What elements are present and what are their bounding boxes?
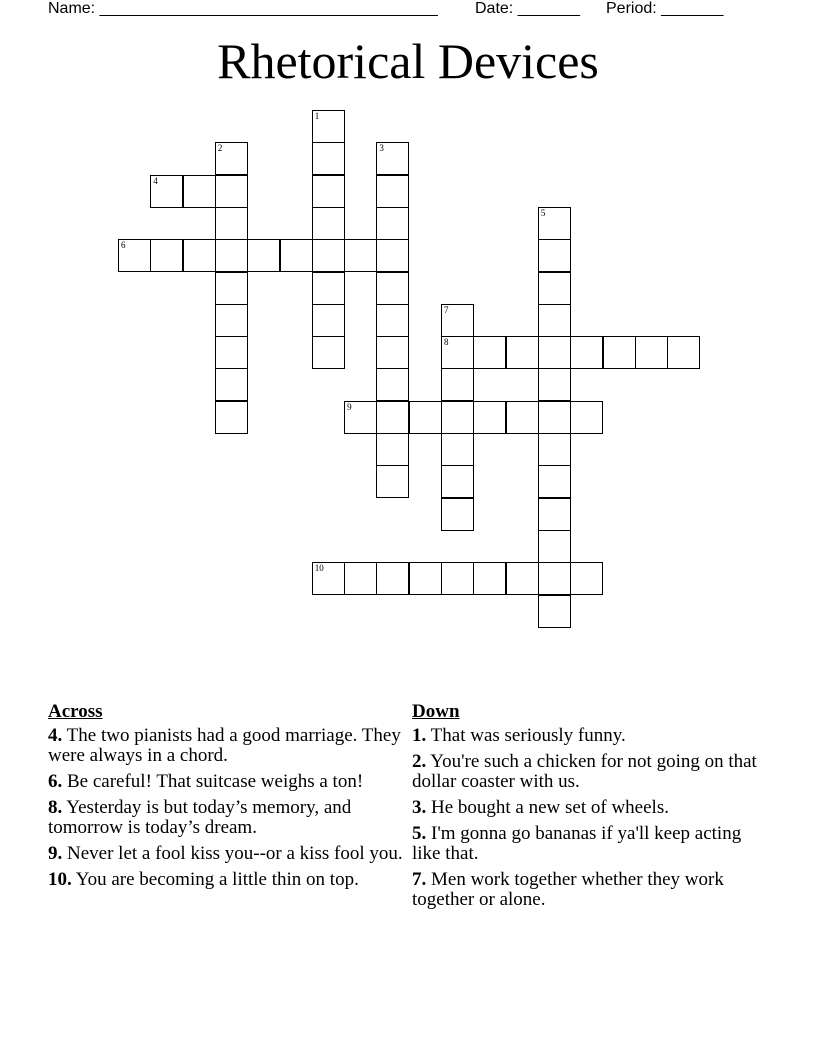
crossword-cell[interactable] bbox=[506, 336, 539, 369]
crossword-cell[interactable] bbox=[506, 562, 539, 595]
crossword-cell[interactable] bbox=[215, 401, 248, 434]
down-clue-1: 1. That was seriously funny. bbox=[412, 725, 626, 746]
crossword-cell[interactable] bbox=[538, 239, 571, 272]
crossword-cell[interactable] bbox=[538, 465, 571, 498]
crossword-cell[interactable] bbox=[376, 336, 409, 369]
across-clue-10: 10. You are becoming a little thin on top. bbox=[48, 869, 359, 890]
crossword-cell[interactable] bbox=[312, 175, 345, 208]
across-clue-4: 4. The two pianists had a good marriage. They were always in a chord. bbox=[48, 725, 401, 766]
clue-number: 1 bbox=[314, 111, 320, 121]
crossword-cell[interactable] bbox=[441, 401, 474, 434]
crossword-cell[interactable] bbox=[376, 304, 409, 337]
clue-number: 5 bbox=[540, 207, 546, 218]
crossword-cell[interactable] bbox=[215, 142, 248, 175]
crossword-cell[interactable] bbox=[215, 368, 248, 401]
across-clues bbox=[48, 702, 408, 896]
crossword-cell[interactable] bbox=[538, 304, 571, 337]
crossword-cell[interactable] bbox=[441, 368, 474, 401]
crossword-cell[interactable] bbox=[215, 239, 248, 272]
crossword-cell[interactable] bbox=[183, 175, 216, 208]
crossword-cell[interactable] bbox=[538, 336, 571, 369]
crossword-cell[interactable] bbox=[441, 465, 474, 498]
crossword-cell[interactable] bbox=[635, 336, 668, 369]
crossword-cell[interactable] bbox=[183, 239, 216, 272]
clue-number: 3 bbox=[379, 143, 384, 154]
header bbox=[48, 0, 768, 20]
crossword-cell[interactable] bbox=[441, 498, 474, 531]
crossword-cell[interactable] bbox=[312, 304, 345, 337]
crossword-cell[interactable] bbox=[376, 465, 409, 498]
crossword-cell[interactable] bbox=[312, 142, 345, 175]
crossword-cell[interactable] bbox=[603, 336, 636, 369]
crossword-cell[interactable] bbox=[441, 433, 474, 466]
crossword-cell[interactable] bbox=[409, 562, 442, 595]
crossword-cell[interactable] bbox=[538, 562, 571, 595]
crossword-cell[interactable] bbox=[376, 433, 409, 466]
crossword-cell[interactable] bbox=[376, 401, 409, 434]
name-field-label[interactable]: Name: ______________________________________ bbox=[48, 0, 438, 17]
crossword-cell[interactable] bbox=[312, 562, 345, 595]
crossword-cell[interactable] bbox=[376, 239, 409, 272]
crossword-cell[interactable] bbox=[312, 207, 345, 240]
crossword-cell[interactable] bbox=[312, 336, 345, 369]
crossword-cell[interactable] bbox=[247, 239, 280, 272]
crossword-cell[interactable] bbox=[312, 239, 345, 272]
clue-number: 10 bbox=[314, 563, 324, 574]
crossword-cell[interactable] bbox=[376, 207, 409, 240]
crossword-cell[interactable] bbox=[667, 336, 700, 369]
crossword-cell[interactable] bbox=[344, 239, 377, 272]
crossword-cell[interactable] bbox=[473, 401, 506, 434]
down-clue-3: 3. He bought a new set of wheels. bbox=[412, 797, 669, 818]
crossword-cell[interactable] bbox=[473, 336, 506, 369]
across-clue-8: 8. Yesterday is but today’s memory, and tomorrow is today’s dream. bbox=[48, 797, 352, 838]
across-heading: Across bbox=[48, 701, 103, 722]
clue-number: 6 bbox=[121, 240, 126, 251]
crossword-cell[interactable] bbox=[215, 207, 248, 240]
crossword-cell[interactable] bbox=[570, 401, 603, 434]
crossword-cell[interactable] bbox=[473, 562, 506, 595]
crossword-cell[interactable] bbox=[538, 498, 571, 531]
crossword-cell[interactable] bbox=[538, 401, 571, 434]
down-clue-7: 7. Men work together whether they work together or alone. bbox=[412, 869, 724, 910]
crossword-cell[interactable] bbox=[344, 562, 377, 595]
crossword-cell[interactable] bbox=[570, 336, 603, 369]
crossword-cell[interactable] bbox=[215, 336, 248, 369]
crossword-cell[interactable] bbox=[312, 272, 345, 305]
clue-number: 9 bbox=[347, 401, 352, 412]
crossword-cell[interactable] bbox=[538, 530, 571, 563]
crossword-cell[interactable] bbox=[538, 207, 571, 240]
across-clue-6: 6. Be careful! That suitcase weighs a ton! bbox=[48, 771, 364, 792]
crossword-cell[interactable] bbox=[376, 175, 409, 208]
crossword-cell[interactable] bbox=[215, 304, 248, 337]
clue-number: 2 bbox=[217, 143, 223, 154]
clue-number: 4 bbox=[153, 175, 158, 186]
clue-number: 7 bbox=[444, 304, 449, 315]
page-title: Rhetorical Devices bbox=[217, 33, 599, 89]
crossword-cell[interactable] bbox=[280, 239, 313, 272]
crossword-cell[interactable] bbox=[570, 562, 603, 595]
crossword-cell[interactable] bbox=[150, 175, 183, 208]
crossword-cell[interactable] bbox=[538, 595, 571, 628]
down-clue-2: 2. You're such a chicken for not going on that dollar coaster with us. bbox=[412, 751, 757, 792]
crossword-cell[interactable] bbox=[376, 368, 409, 401]
clue-number: 8 bbox=[444, 337, 449, 348]
crossword-cell[interactable] bbox=[441, 562, 474, 595]
crossword-cell[interactable] bbox=[150, 239, 183, 272]
period-field-label[interactable]: Period: _______ bbox=[606, 0, 724, 17]
down-clue-5: 5. I'm gonna go bananas if ya'll keep acting like that. bbox=[412, 823, 742, 864]
crossword-cell[interactable] bbox=[215, 272, 248, 305]
across-clue-9: 9. Never let a fool kiss you--or a kiss fool you. bbox=[48, 843, 403, 864]
crossword-cell[interactable] bbox=[409, 401, 442, 434]
crossword-cell[interactable] bbox=[538, 368, 571, 401]
crossword-cell[interactable] bbox=[344, 401, 377, 434]
crossword-cell[interactable] bbox=[538, 272, 571, 305]
down-heading: Down bbox=[412, 701, 460, 722]
crossword-cell[interactable] bbox=[215, 175, 248, 208]
crossword-cell[interactable] bbox=[312, 110, 345, 143]
crossword-cell[interactable] bbox=[376, 272, 409, 305]
down-clues bbox=[412, 702, 772, 916]
crossword-cell[interactable] bbox=[441, 336, 474, 369]
date-field-label[interactable]: Date: _______ bbox=[475, 0, 580, 17]
crossword-cell[interactable] bbox=[506, 401, 539, 434]
crossword-cell[interactable] bbox=[538, 433, 571, 466]
crossword-cell[interactable] bbox=[376, 562, 409, 595]
crossword-cell[interactable] bbox=[376, 142, 409, 175]
crossword-cell[interactable] bbox=[118, 239, 151, 272]
crossword-cell[interactable] bbox=[441, 304, 474, 337]
